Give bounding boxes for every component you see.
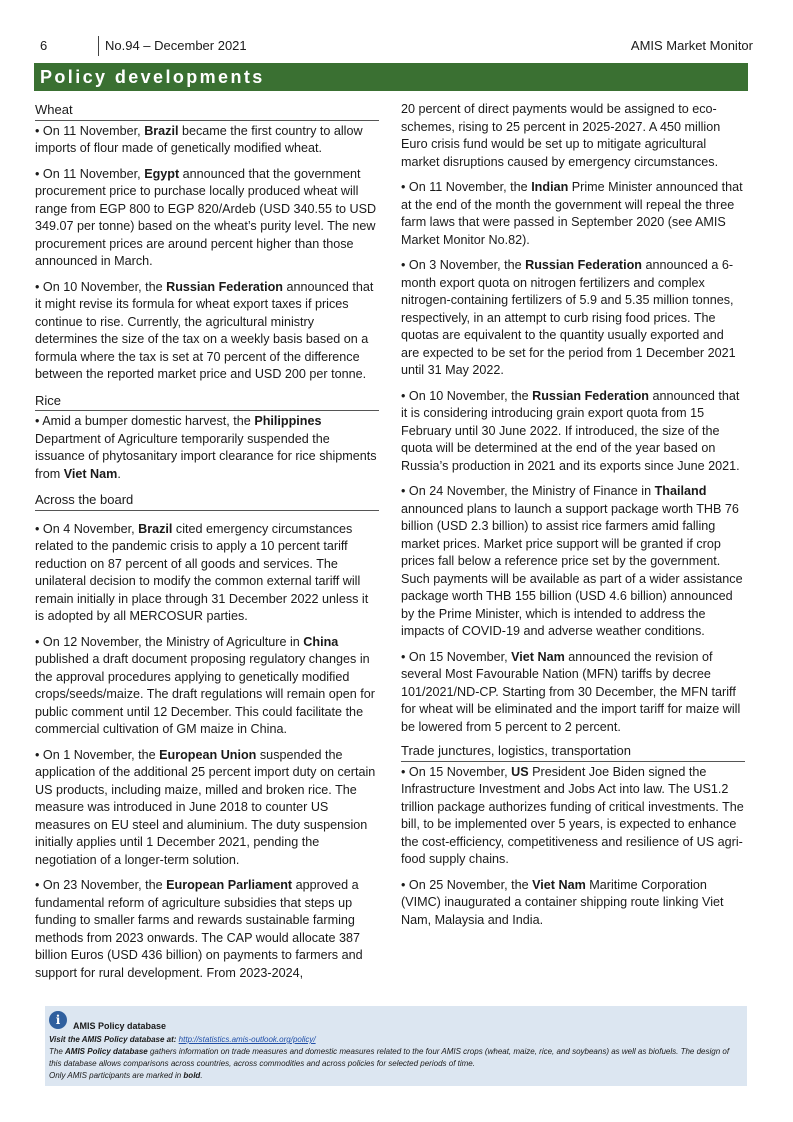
item-russia-fertilizer: • On 3 November, the Russian Federation announced a 6-month export quota on nitrogen fertilizers and complex nitrogen-containing fertilizers of 5.9 and 5.35 million tonnes, respectively, in an attempt to curb rising food prices. The quotas are equivalent to the quantity usually exported and are expected to be set for the period from 1 December 2021 until 31 May 2022. (401, 258, 736, 377)
across-item-eu-parliament: • On 23 November, the European Parliament approved a fundamental reform of agriculture subsidies that steps up funding to smaller farms and rewards sustainable farming methods from 2023 onwards. The CAP would allocate 387 billion Euros (USD 436 billion) on payments to farmers and support for rural development. From 2023-2024, (35, 878, 363, 980)
issue-label: No.94 – December 2021 (105, 38, 247, 53)
across-item-china: • On 12 November, the Ministry of Agriculture in China published a draft document proposing regulatory changes in the approval procedures applying to genetically modified crops/seeds/maize. The draft regulations will remain open for public comment until 12 December. This could facilitate the commercial cultivation of GM maize in China. (35, 634, 375, 736)
section-heading-across: Across the board (35, 491, 379, 511)
section-banner: Policy developments (34, 63, 748, 91)
section-heading-rice: Rice (35, 392, 379, 412)
left-column (35, 101, 379, 990)
page-header (0, 38, 793, 58)
item-thailand: • On 24 November, the Ministry of Finance in Thailand announced plans to launch a support package worth THB 76 billion (USD 2.3 billion) to assist rice farmers amid falling market prices. Market price support will be granted if crop prices fall below a reference price set by the government. Such payments will be available as part of a wider assistance package worth THB 155 billion (USD 4.6 billion) announced by the Prime Minister, which is intended to address the impacts of COVID-19 and adverse weather conditions. (401, 484, 743, 638)
bold-note: Only AMIS participants are marked in bold. (49, 1071, 203, 1080)
visit-line: Visit the AMIS Policy database at: http://statistics.amis-outlook.org/policy/ (49, 1035, 316, 1044)
item-vietnam-tariff: • On 15 November, Viet Nam announced the revision of several Most Favourable Nation (MFN) tariffs by decree 101/2021/ND-CP. Starting from 30 December, the MFN tariff for wheat will be eliminated and the import tariff for maize will be lowered from 5 percent to 2 percent. (401, 649, 741, 734)
wheat-item-egypt: • On 11 November, Egypt announced that the government procurement price to purchase locally produced wheat will range from EGP 800 to EGP 820/Ardeb (USD 340.55 to USD 349.07 per tonne) based on the wheat’s purity level. The new procurement prices are around percent higher than those announced in March. (35, 166, 377, 268)
section-heading-wheat: Wheat (35, 101, 379, 121)
publication-title: AMIS Market Monitor (630, 38, 753, 53)
wheat-item-brazil: • On 11 November, Brazil became the first country to allow imports of flour made of genetically modified wheat. (35, 123, 363, 155)
page-number: 6 (40, 38, 48, 53)
rice-item-philippines: • Amid a bumper domestic harvest, the Philippines Department of Agriculture temporarily suspended the issuance of phytosanitary import clearance for rice shipments from Viet Nam. (35, 414, 377, 481)
info-icon: i (49, 1011, 67, 1029)
database-text (49, 1034, 743, 1082)
section-heading-trade: Trade junctures, logistics, transportation (401, 742, 745, 762)
across-item-brazil: • On 4 November, Brazil cited emergency circumstances related to the pandemic crisis to apply a 10 percent tariff reduction on 87 percent of all goods and services. The unilateral decision to modify the common external tariff will remain initially in place through 31 December 2022 unless it is adopted by all MERCOSUR parties. (35, 521, 369, 623)
wheat-item-russia: • On 10 November, the Russian Federation announced that it might revise its formula for wheat export taxes if prices continue to rise. Currently, the agricultural ministry determines the size of the tax on a weekly basis based on a formula where the tax is set at 70 percent of the difference between the reported market price and USD 200 per tonne. (35, 279, 374, 381)
database-title: AMIS Policy database (73, 1021, 167, 1031)
trade-item-us: • On 15 November, US President Joe Biden signed the Infrastructure Investment and Jobs Act into law. The US1.2 trillion package authorizes funding of critical investments. The bill, to be implemented over 5 years, is expected to enhance the cost-efficiency, competitiveness and resilience of US agri-food supply chains. (401, 764, 744, 866)
continued-paragraph: 20 percent of direct payments would be assigned to eco-schemes, rising to 25 percent in 2025-2027. A 450 million Euro crisis fund would be set up to mitigate agricultural market disruptions caused by emergency circumstances. (401, 102, 721, 169)
database-link[interactable]: http://statistics.amis-outlook.org/policy/ (178, 1035, 316, 1044)
database-description: The AMIS Policy database gathers information on trade measures and domestic measures related to the four AMIS crops (wheat, maize, rice, and soybeans) as well as biofuels. The design of this database allows comparisons across countries, across commodities and across policies for selected periods of time. (49, 1047, 730, 1068)
header-divider (98, 36, 99, 56)
item-russia-grain: • On 10 November, the Russian Federation announced that it is considering introducing grain export quota from 15 February until 30 June 2022. If introduced, the size of the quota will be determined at the end of the year based on Russia’s production in 2021 and its exports since June 2021. (401, 388, 740, 473)
trade-item-vietnam: • On 25 November, the Viet Nam Maritime Corporation (VIMC) inaugurated a container shipping route linking Viet Nam, Malaysia and India. (401, 877, 724, 927)
policy-database-box (45, 1006, 747, 1086)
across-item-eu: • On 1 November, the European Union suspended the application of the additional 25 percent import duty on certain US products, including maize, milled and broken rice. The measure was introduced in June 2018 to counter US measures on EU steel and aluminium. The duty suspension initially applies until 1 December 2021, pending the negotiation of a longer-term solution. (35, 747, 376, 867)
right-column (401, 101, 745, 937)
item-india: • On 11 November, the Indian Prime Minister announced that at the end of the month the government will repeal the three farm laws that were passed in September 2020 (see AMIS Market Monitor No.82). (401, 180, 743, 247)
